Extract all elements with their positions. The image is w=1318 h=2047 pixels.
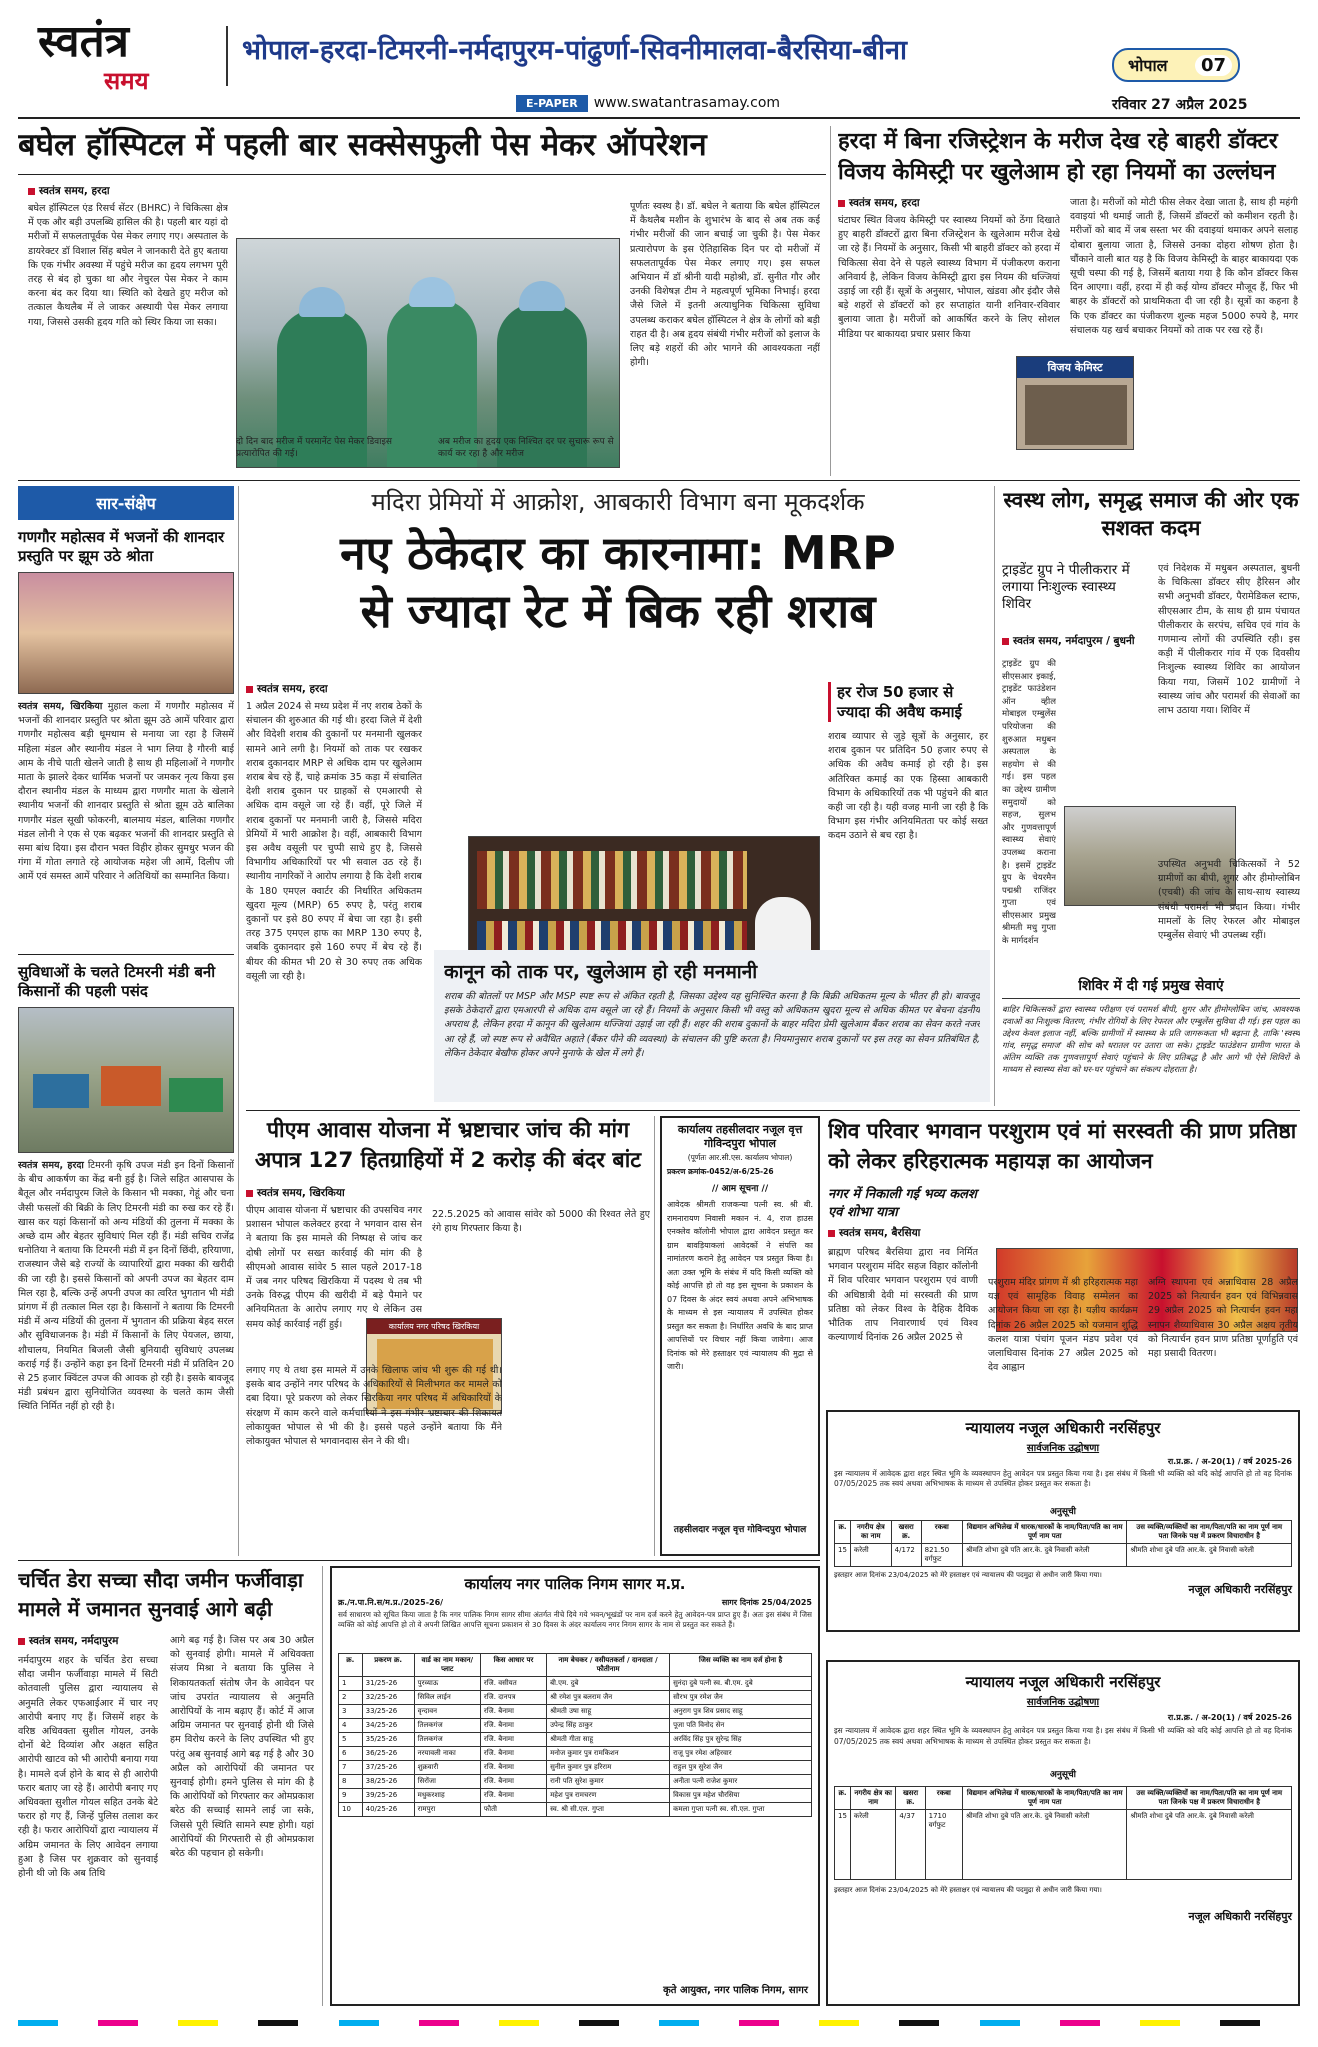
table-cell: सुनंदा दुबे पत्नी स्व. बी.एम. दुबे [670,1677,812,1691]
issue-date: रविवार 27 अप्रैल 2025 [1112,97,1248,113]
shiv-col1: ब्राह्मण परिषद बैरसिया द्वारा नव निर्मित भगवान परशुराम मंदिर सहज विहार कॉलोनी में शिव परिवार भगवान परशुराम एवं वाणी की अधिष्ठात्री देवी मां सरस्वती की प्राण प्रतिष्ठा को लेकर विश्व के दैहिक दैविक भौतिक ताप निवारणार्थ एवं विश्व कल्याणार्थ दिनांक 26 अप्रैल 2025 से [828,1247,978,1344]
table-cell: रजि. वसीयत [480,1677,546,1691]
table-cell: शुक्रवारी [414,1761,480,1775]
registration-color-strip [18,2020,1300,2026]
table-header-row [339,1654,812,1677]
table-cell: पुरव्याऊ [414,1677,480,1691]
table-cell: अनुराग पुत्र शिव प्रसाद साहू [670,1705,812,1719]
sidebar-item2-headline: सुविधाओं के चलते टिमरनी मंडी बनी किसानों की पहली पसंद [18,963,216,1000]
table-row [339,1691,812,1705]
divider-v4 [654,1116,655,1556]
table-cell: 15 [835,1544,851,1567]
cap-1 [299,287,345,317]
table-header: क्र. [835,1521,851,1544]
table-cell: 37/25-26 [362,1761,414,1775]
page-number: 07 [1195,55,1232,76]
pmay-byline-text: स्वतंत्र समय, खिरकिया [257,1187,345,1199]
byline-marker [838,200,845,207]
byline-marker [246,686,253,693]
table-row [339,1705,812,1719]
truck-3 [169,1078,223,1112]
table-header-row [835,1787,1292,1810]
lead-subhead: कानून को ताक पर, खुलेआम हो रही मनमानी [444,961,758,983]
table-header: रकबा [921,1521,962,1544]
table-header: नाम बेचकर / वसीयतकर्ता / दानदाता / फौतीनाम [547,1654,670,1677]
table-row [339,1733,812,1747]
table-cell: 4/172 [891,1544,921,1567]
story1-byline-text: स्वतंत्र समय, हरदा [39,185,110,197]
notice-nazul-1 [826,1410,1300,1632]
table-cell: तिलकगंज [414,1733,480,1747]
health-box-text: बाहिर चिकित्सकों द्वारा स्वास्थ्य परीक्षण एवं परामर्श बीपी, शुगर और हीमोग्लोबिन जांच, आवश्यक दवाओं का निःशुल्क वितरण, गंभीर रोगियों के लिए रेफरल और एम्बुलेंस सुविधा दी गई। इस पहल का उद्देश्य केवल इलाज नहीं, बल्कि ग्रामीणों में स्वास्थ्य के प्रति जागरूकता भी बढ़ाना है, ताकि 'स्वस्थ गांव, समृद्ध समाज' की सोच को धरातल पर उतारा जा सके। ट्राइडेंट फाउंडेशन ग्रामीण भारत के अंतिम व्यक्ति तक गुणवत्तापूर्ण सेवाएं पहुंचाने के लिए प्रतिबद्ध है और आगे भी ऐसे शिविरों के माध्यम से स्वास्थ्य सेवा को घर-घर पहुंचाने का संकल्प दोहराता है। [1002,1004,1300,1074]
sidebar-item1-photo [18,572,234,694]
table-cell: श्रीमती गीता साहू [547,1733,670,1747]
sidebar-item2-byline: स्वतंत्र समय, हरदा [18,1160,84,1171]
shiv-headline: शिव परिवार भगवान परशुराम एवं मां सरस्वती की प्राण प्रतिष्ठा को लेकर हरिहरात्मक महायज्ञ का आयोजन [828,1119,1297,1173]
table-header: उस व्यक्ति/व्यक्तियों का नाम/पिता/पति का नाम पूर्ण नाम पता जिनके पक्ष में प्रकरण विचाराधीन है [1127,1787,1292,1810]
table-header: खसरा क्र. [896,1787,925,1810]
sagar-title: कार्यालय नगर पालिक निगम सागर म.प्र. [464,1575,686,1593]
story1-photo [236,238,620,468]
nazul2-signature: नजूल अधिकारी नरसिंहपुर [1188,1910,1292,1923]
table-cell: करेली [850,1810,895,1880]
dera-headline: चर्चित डेरा सच्चा सौदा जमीन फर्जीवाड़ा मामले में जमानत सुनवाई आगे बढ़ी [18,1568,303,1621]
shelf-row-1 [477,851,747,909]
table-row [339,1747,812,1761]
table-cell: 40/25-26 [362,1803,414,1817]
table-cell: 7 [339,1761,363,1775]
notice-tehsildar [660,1116,820,1556]
tehsil-body: आवेदक श्रीमती राजकन्या पत्नी स्व. श्री बी. रामनारायण निवासी मकान नं. 4, राज हाउस एनक्लेव कॉलोनी भोपाल द्वारा आवेदन प्रस्तुत कर ग्राम बावड़ियाकलां आवेदकों ने संपत्ति का नामांतरण कराने हेतु आवेदन पत्र प्रस्तुत किया है। अतः उक्त भूमि के संबंध में यदि किसी व्यक्ति को कोई आपत्ति हो तो वह इस सूचना के प्रकाशन के 07 दिवस के अंदर स्वयं अथवा अपने अभिभाषक के माध्यम से इस न्यायालय में उपस्थित होकर प्रस्तुत कर सकता है। निर्धारित अवधि के बाद प्राप्त आपत्तियों पर विचार नहीं किया जावेगा। आज दिनांक को मेरे हस्ताक्षर एवं न्यायालय की मुद्रा से जारी। [667,1200,813,1371]
table-cell: मनोज कुमार पुत्र रामकिशन [547,1747,670,1761]
tehsil-title: कार्यालय तहसीलदार नजूल वृत्त गोविन्दपुरा भोपाल [677,1123,803,1150]
table-cell: 33/25-26 [362,1705,414,1719]
epaper-label: E-PAPER [516,95,588,112]
lead-kicker: मदिरा प्रेमियों में आक्रोश, आबकारी विभाग बना मूकदर्शक [371,488,865,516]
table-cell: 15 [835,1810,851,1880]
nazul2-title: न्यायालय नजूल अधिकारी नरसिंहपुर [965,1673,1161,1691]
divider-h3 [18,1560,820,1561]
story2-byline [838,196,1060,210]
table-cell: रामपुरा [414,1803,480,1817]
sagar-signature: कृते आयुक्त, नगर पालिक निगम, सागर [663,1985,808,1996]
table-header: किस आधार पर [480,1654,546,1677]
pmay-col2: 22.5.2025 को आवास सांवेर को 5000 की रिश्वत लेते हुए रंगे हाथ गिरफ्तार किया है। [432,1209,650,1235]
lead-bottom-text: शराब की बोतलों पर MSP और MSP स्पष्ट रूप से अंकित रहती है, जिसका उद्देश्य यह सुनिश्चित करना है कि बिक्री अधिकतम मूल्य के भीतर ही हो। बावजूद इसके ठेकेदारों द्वारा एमआरपी से अधिक दाम वसूले जा रहे हैं। नियमों के अनुसार किसी भी वस्तु को अधिकतम खुदरा मूल्य से अधिक कीमत पर बेचना दंडनीय अपराध है, लेकिन हरदा में कानून की खुलेआम धज्जियां उड़ाई जा रही हैं। शहर की शराब दुकानों के बाहर मदिरा प्रेमी खुलेआम बैंकर शराब का सेवन करते नजर आ रहे हैं, जो स्पष्ट रूप से अवैधित अहाते (बैंकर पीने की व्यवस्था) के संचालन की पुष्टि करता है। नियमानुसार शराब दुकानों पर इस तरह का सेवन प्रतिबंधित है, लेकिन ठेकेदार बेखौफ होकर अपने मुनाफे के खेल में लगे हैं। [444,991,980,1059]
shiv-col3: अग्नि स्थापना एवं अन्नाधिवास 28 अप्रैल 2025 को नित्यार्चन हवन एवं विभिन्नवास 29 अप्रैल 2025 को नित्यार्चन हवन महा स्नापन शैय्याधिवास 30 अप्रैल अक्षय तृतीय को नित्यार्चन हवन प्राण प्रतिष्ठा पूर्णाहुति एवं महा प्रसादी वितरण। [1148,1277,1298,1360]
table-cell: रजि. बैनामा [480,1733,546,1747]
table-cell: 34/25-26 [362,1719,414,1733]
health-col-right-top: एवं निदेशक में मधुबन अस्पताल, बुधनी के चिकित्सा डॉक्टर सीए हैरिसन और सभी अनुभवी डॉक्टर, पैरामेडिकल स्टाफ, सीएसआर टीम, के साथ ही ग्राम पंचायत पीलीकरार के सरपंच, सचिव एवं गांव के गणमान्य लोगों की उपस्थिति रही। इस कड़ी में पीलीकरार गांव में एक दिवसीय निःशुल्क स्वास्थ्य शिविर का आयोजन किया गया, जिसमें 102 ग्रामीणों ने स्वास्थ्य जांच और परामर्श की सेवाओं का लाभ उठाया गया। शिविर में [1158,563,1300,717]
nazul2-footer: इस्तहार आज दिनांक 23/04/2025 को मेरे हस्ताक्षर एवं न्यायालय की पदमुद्रा से अधीन जारी किया गया। [834,1886,1102,1894]
table-cell: तिलकगंज [414,1719,480,1733]
truck-1 [33,1074,89,1108]
pmay-col-bottom: लगाए गए थे तथा इस मामले में उनके खिलाफ जांच भी शुरू की गई थी। इसके बाद उन्होंने नगर परिषद के अधिकारियों से मिलीभगत कर मामले को दबा दिया। पूरे प्रकरण को लेकर खिरकिया नगर परिषद में अधिकारियों के संरक्षण में काम करने वाले कर्मचारियों ने इस गंभीर भ्रष्टाचार की शिकायत लोकायुक्त भोपाल से भी की है। इससे पहले उन्होंने बताया कि मैंने लोकायुक्त भोपाल से भगवानदास सेन ने की थी। [246,1365,502,1448]
table-header: विद्यमान अभिलेख में धारक/धारकों के नाम/पिता/पति का नाम पूर्ण नाम पता [962,1521,1127,1544]
sagar-intro: सर्व साधारण को सूचित किया जाता है कि नगर पालिक निगम सागर सीमा अंतर्गत नीचे दिये गये भवन/भूखंडों पर नाम दर्ज करने हेतु आवेदन-पत्र प्राप्त हुए हैं। अतः इस संबंध में जिस व्यक्ति को कोई आपत्ति हो तो वे अपनी लिखित आपत्ति सूचना प्रकाशन से 30 दिवस के अंदर कार्यालय नगर निगम सागर के नाम से प्रस्तुत कर सकते हैं। [338,1610,812,1629]
table-cell: श्रीमति शोभा दुबे पति आर.के. दुबे निवासी करेली [962,1810,1127,1880]
table-cell: रजि. बैनामा [480,1705,546,1719]
table-header: जिस व्यक्ति का नाम दर्ज होना है [670,1654,812,1677]
health-box [1002,976,1300,1104]
nazul1-case: रा.प्र.क्र. / अ-20(1) / वर्ष 2025-26 [1167,1457,1292,1466]
table-cell: 31/25-26 [362,1677,414,1691]
table-cell: श्रीमति शोभा दुबे पति आर.के. दुबे निवासी करेली [1127,1544,1292,1567]
table-header: रकबा [925,1787,962,1810]
dera-byline-text: स्वतंत्र समय, नर्मदापुरम [29,1635,119,1647]
table-cell: रजि. बैनामा [480,1775,546,1789]
story1-rule [18,174,826,175]
nazul1-title: न्यायालय नजूल अधिकारी नरसिंहपुर [965,1419,1161,1437]
health-byline-row [1002,634,1302,648]
table-row [339,1677,812,1691]
table-cell: 5 [339,1733,363,1747]
table-cell: सुनील कुमार पुत्र हरिराम [547,1761,670,1775]
table-cell: 6 [339,1747,363,1761]
shiv-col2: परशुराम मंदिर प्रांगण में श्री हरिहरात्मक महा यज्ञ एवं सामूहिक विवाह सम्मेलन का आयोजन किया जा रहा है। यज्ञीय कार्यक्रम दिनांक 26 अप्रैल 2025 को यजमान शुद्धि कलश यात्रा पंचांग पूजन मंडप प्रवेश एवं जलाधिवास दिनांक 27 अप्रैल 2025 को देव आह्वान [988,1277,1138,1374]
edition-label: भोपाल [1128,56,1168,75]
nazul2-schedule: अनुसूची [1049,1770,1076,1780]
story-dera [18,1566,314,2006]
sidebar-item1-headline: गणगौर महोत्सव में भजनों की शानदार प्रस्तुति पर झूम उठे श्रोता [18,528,225,565]
lead-subhead-box [434,950,990,1102]
story1-col-right: पूर्णतः स्वस्थ है। डॉ. बघेल ने बताया कि बघेल हॉस्पिटल में कैथलैब मशीन के शुभारंभ के बाद से अब तक कई गंभीर मरीजों की जान बचाई जा चुकी है। पेस मेकर प्रत्यारोपण के इस ऐतिहासिक दिन पर दो मरीजों में सफलतापूर्वक पेस मेकर लगाए गए। इस सफल अभियान में डॉ श्रीनी यादी महोश्री, डॉ. सुनीत गौर और उनकी विशेषज्ञ टीम ने महत्वपूर्ण भूमिका निभाई। हरदा जैसे जिले में इतनी अत्याधुनिक चिकित्सा सुविधा उपलब्ध कराकर बघेल हॉस्पिटल ने क्षेत्र के लोगों को बड़ी राहत दी है। अब हृदय संबंधी गंभीर मरीजों को इलाज के लिए बड़े शहरों की ओर भागने की आवश्यकता नहीं होगी। [630,201,820,369]
health-byline-text: स्वतंत्र समय, नर्मदापुरम / बुधनी [1013,635,1135,647]
table-cell: 1710 वर्गफुट [925,1810,962,1880]
lead-headline-line2: से ज्यादा रेट में बिक रही शराब [360,584,876,638]
story1-col1: बघेल हॉस्पिटल एंड रिसर्च सेंटर (BHRC) ने चिकित्सा क्षेत्र में एक और बड़ी उपलब्धि हासिल की है। पहली बार यहां दो मरीजों में सफलतापूर्वक पेस मेकर लगाए गए। अस्पताल के डायरेक्टर डॉ विशाल सिंह बघेल ने जानकारी देते हुए बताया कि एक गंभीर अवस्था में पहुंचे मरीज का हृदय लगभग पूरी तरह से बंद हो चुका था और नेचुरल पेस मेकर ने काम करना बंद कर दिया था। स्थिति को देखते हुए मरीज को तत्काल कैथलैब में ले जाकर अस्थायी पेस मेकर लगाया गया, जिससे उसकी हृदय गति को स्थिर किया जा सका। [28,203,228,328]
sagar-ref-row [338,1597,812,1608]
table-header: प्रकरण क्र. [362,1654,414,1677]
table-row [835,1544,1292,1567]
tehsil-case: प्रकरण क्रमांक-0452/अ-6/25-26 [667,1167,774,1176]
story2-col2: जाता है। मरीजों को मोटी फीस लेकर देखा जाता है, साथ ही महंगी दवाइयां भी थमाई जाती हैं, जिसमें डॉक्टरों को कमीशन रहती है। मरीजों को बाद में जब सस्ता भर की दवाइयां थमाकर अपने सलाह दोबारा बुलाया जाता है, जिससे उनका दोहरा शोषण होता है। चौंकाने वाली बात यह है कि विजय केमिस्ट्री के बाहर बाकायदा एक सूची चस्पा की गई है, जिसमें बताया गया है कि कौन डॉक्टर किस दिन आएगा। वहीं, हरदा में ही कई योग्य डॉक्टर मौजूद हैं, फिर भी बाहर के डॉक्टरों को प्राथमिकता दी जा रही है। सूत्रों का कहना है कि एक डॉक्टर का पंजीकरण शुल्क महज 5000 रुपये है, मगर संचालक यह खर्च बचाकर नियमों को ताक पर रख रहे हैं। [1070,197,1298,336]
table-cell: पूजा पति विनोद सेन [670,1719,812,1733]
table-header: विद्यमान अभिलेख में धारक/धारकों के नाम/पिता/पति का नाम पूर्ण नाम पता [962,1787,1127,1810]
table-header: उस व्यक्ति/व्यक्तियों का नाम/पिता/पति का नाम पूर्ण नाम पता जिनके पक्ष में प्रकरण विचाराधीन है [1127,1521,1292,1544]
table-cell: बी.एम. दुबे [547,1677,670,1691]
masthead-edition-box [1112,48,1240,82]
health-col-mid [1064,858,1152,968]
dera-col1: नर्मदापुरम शहर के चर्चित डेरा सच्चा सौदा जमीन फर्जीवाड़ा मामले में सिटी कोतवाली पुलिस द्वारा न्यायालय से अनुमति लेकर एफआईआर में चार नए आरोपी बनाए गए हैं। जिसमें शहर के वरिष्ठ अधिवक्ता सुशील गोयल, उनके दोनों बेटे दिव्यांश और अक्षत सहित आरोपी खाटव को भी आरोपी बनाया गया है। मामले दर्ज होने के बाद से ही आरोपी फरार बताए जा रहे हैं। आरोपी बनाए गए अधिवक्ता सुशील गोयल सहित उनके बेटे फरार हो गए हैं, जिन्हें पुलिस तलाश कर रही है। फरार आरोपियों द्वारा न्यायालय में अग्रिम जमानत के लिए आवेदन लगाया हुआ है जिस पर शुक्रवार को सुनवाई होनी थी जो कि अब तिथि [18,1655,158,1880]
logo-top: स्वतंत्र [38,16,129,67]
byline-marker [18,1638,25,1645]
table-cell: 36/25-26 [362,1747,414,1761]
table-cell: 1 [339,1677,363,1691]
sidebar-item2-photo [18,1007,234,1153]
table-cell: विकास पुत्र महेश चौरसिया [670,1789,812,1803]
table-cell: 10 [339,1803,363,1817]
table-cell: अरविंद सिंह पुत्र सुरेन्द्र सिंह [670,1733,812,1747]
sidebar-rule [18,954,234,955]
table-cell: सिविल लाईन [414,1691,480,1705]
health-col-left: ट्राइडेंट ग्रुप की सीएसआर इकाई, ट्राइडेंट फाउंडेशन ऑन व्हील मोबाइल एम्बुलेंस परियोजना की शुरुआत मधुबन अस्पताल के सहयोग से की गई। इस पहल का उद्देश्य ग्रामीण समुदायों को सहज, सुलभ और गुणवत्तापूर्ण स्वास्थ्य सेवाएं उपलब्ध कराना है। इसमें ट्राइडेंट ग्रुप के चेयरमैन पद्मश्री राजिंदर गुप्ता एवं सीएसआर प्रमुख श्रीमती मधु गुप्ता के मार्गदर्शन [1002,659,1056,947]
cap-2 [409,277,455,307]
table-cell: श्री रमेश पुत्र बलराम जैन [547,1691,670,1705]
nazul1-schedule: अनुसूची [1049,1507,1076,1517]
table-cell: करेली [850,1544,891,1567]
table-cell: 32/25-26 [362,1691,414,1705]
table-cell: रजि. दानपत्र [480,1691,546,1705]
nazul2-table [834,1786,1292,1880]
table-cell: रानी पति सुरेश कुमार [547,1775,670,1789]
sidebar-item1-body [18,700,234,948]
table-row [339,1775,812,1789]
nazul1-signature: नजूल अधिकारी नरसिंहपुर [1188,1583,1292,1596]
table-cell: रजि. बैनामा [480,1761,546,1775]
table-cell: श्रीमति शोभा दुबे पति आर.के. दुबे निवासी करेली [962,1544,1127,1567]
lead-pullquote: हर रोज 50 हजार से ज्यादा की अवैध कमाई [828,682,988,722]
lead-col3-text: शराब व्यापार से जुड़े सूत्रों के अनुसार, हर शराब दुकान पर प्रतिदिन 50 हजार रुपए से अधिक की अवैध कमाई हो रही है। इस अतिरिक्त कमाई का एक हिस्सा आबकारी विभाग के अधिकारियों तक भी पहुंचने की बात कही जा रही है। यही वजह मानी जा रही है कि विभाग इस गंभीर अनियमितता पर कोई सख्त कदम उठाने से बच रहा है। [828,731,988,842]
table-cell: राजू पुत्र रमेश अहिरवार [670,1747,812,1761]
story-shiv-pariwar [828,1116,1300,1406]
table-cell: 4 [339,1719,363,1733]
table-cell: 39/25-26 [362,1789,414,1803]
lead-headline-line1: नए ठेकेदार का कारनामा: MRP [340,526,896,580]
table-cell: रजि. बैनामा [480,1747,546,1761]
table-cell: श्रीमति शोभा दुबे पति आर.के. दुबे निवासी करेली [1127,1810,1292,1880]
table-row [339,1719,812,1733]
website-link[interactable]: www.swatantrasamay.com [593,95,781,111]
table-row [339,1803,812,1817]
table-header: क्र. [339,1654,363,1677]
story-pmay [246,1116,650,1556]
table-cell: श्रीमती उषा साहू [547,1705,670,1719]
table-header: नगरीय क्षेत्र का नाम [850,1521,891,1544]
nazul2-subtitle: सार्वजनिक उद्घोषणा [1026,1697,1100,1708]
table-cell: 3 [339,1705,363,1719]
lead-byline-text: स्वतंत्र समय, हरदा [257,683,328,695]
table-cell: वृन्दावन [414,1705,480,1719]
masthead-rule [18,117,1300,119]
byline-marker [28,188,35,195]
pmay-col-mid [510,1256,650,1548]
pmay-col1-text: पीएम आवास योजना में भ्रष्टाचार की उपसचिव नगर प्रशासन भोपाल कलेक्टर हरदा ने भगवान दास सेन ने बताया कि इस मामले की निष्पक्ष से जांच कर दोषी लोगों पर सख्त कार्रवाई की मांग की है सीएमओ आवास सांवेर 5 साल पहले 2017-18 में जब नगर परिषद खिरकिया में पदस्थ थे तब भी उनके विरुद्ध पीएम की खरीदी में बड़े पैमाने पर अनियमितता के आरोप लगाए गए थे लेकिन उस समय कोई कार्रवाई नहीं हुई। [246,1205,422,1330]
shiv-subhead: नगर में निकाली गई भव्य कलश एवं शोभा यात्रा [828,1187,977,1220]
table-header: नगरीय क्षेत्र का नाम [850,1787,895,1810]
shop-sign: विजय केमिस्ट [1017,357,1133,378]
divider-h2 [246,1110,1300,1111]
lead-col1 [246,682,422,1064]
tehsil-heading: // आम सूचना // [711,1184,769,1194]
table-cell: स्व. श्री सी.एल. गुप्ता [547,1803,670,1817]
nazul1-footer: इस्तहार आज दिनांक 23/04/2025 को मेरे हस्ताक्षर एवं न्यायालय की पदमुद्रा से अधीन जारी किया गया। [834,1571,1102,1579]
shiv-byline [828,1226,998,1244]
nazul1-body: इस न्यायालय में आवेदक द्वारा शहर स्थित भूमि के व्यवस्थापन हेतु आवेदन पत्र प्रस्तुत किया गया है। इस संबंध में किसी भी व्यक्ति को यदि कोई आपत्ति हो तो वह दिनांक 07/05/2025 तक स्वयं अथवा अभिभाषक के माध्यम से उपस्थित होकर प्रस्तुत कर सकता है। [834,1469,1292,1488]
story1-left [28,184,228,474]
table-header-row [835,1521,1292,1544]
table-cell: नरयावली नाका [414,1747,480,1761]
shiv-byline-row [828,1226,998,1240]
byline-marker [828,1230,835,1237]
health-col-right-bottom: उपस्थित अनुभवी चिकित्सकों ने 52 ग्रामीणों का बीपी, शुगर और हीमोग्लोबिन (एचबी) की जांच के साथ-साथ स्वास्थ्य संबंधी परामर्श भी प्रदान किया। गंभीर मामलों के लिए रेफरल और मोबाइल एम्बुलेंस सेवाएं भी उपलब्ध रहीं। [1158,859,1300,942]
nazul1-table [834,1520,1292,1567]
table-cell: कमला गुप्ता पत्नी स्व. सी.एल. गुप्ता [670,1803,812,1817]
story-health-camp [1002,486,1300,1106]
nazul2-case: रा.प्र.क्र. / अ-20(1) / वर्ष 2025-26 [1167,1713,1292,1722]
notice-nazul-2 [826,1660,1300,2006]
divider-h1 [18,480,1300,481]
table-cell: 4/37 [896,1810,925,1880]
divider-v1 [830,126,831,476]
table-cell: सिरोंजा [414,1775,480,1789]
table-cell: राहुल पुत्र सुरेश जैन [670,1761,812,1775]
table-header: वार्ड का नाम मकान/प्लाट [414,1654,480,1677]
table-row [835,1810,1292,1880]
table-cell: 9 [339,1789,363,1803]
divider-v2 [238,486,239,1556]
table-cell: 821.50 वर्गफुट [921,1544,962,1567]
health-box-title: शिविर में दी गई प्रमुख सेवाएं [1002,976,1300,999]
nazul1-subtitle: सार्वजनिक उद्घोषणा [1026,1443,1100,1454]
sidebar-item2-text: टिमरनी कृषि उपज मंडी इन दिनों किसानों के बीच आकर्षण का केंद्र बनी हुई है। जिले सहित आसपास के बैतूल और नर्मदापुरम जिले के किसान भी मक्का, गेहूं और चना जैसी फसलों की बिक्री के लिए टिमरनी मंडी का रुख कर रहे हैं। खास कर यहां किसानों को अन्य मंडियों की तुलना में मक्का के अच्छे दाम और बेहतर सुविधाएं मिल रही हैं। मंडी सचिव राजेंद्र धनोतिया ने बताया कि टिमरनी मंडी में इन दिनों छिंदी, हरियाणा, राजस्थान जैसे बड़े राज्यों के व्यापारियों द्वारा मक्का की खरीदी की जा रही है। इससे किसानों को अपनी उपज का बेहतर दाम मिल रहा है, बल्कि उन्हें अपनी उपज का त्वरित भुगतान भी मंडी प्रांगण में ही तत्काल मिल रहा है। किसानों ने बताया कि टिमरनी मंडी में अन्य मंडियों की तुलना में भुगतान की प्रक्रिया बेहद सरल और सुविधाजनक है। मंडी में किसानों के लिए पेयजल, छाया, शौचालय, नियमित बिजली जैसी बुनियादी सुविधाएं उपलब्ध कराई गई हैं। उन्होंने कहा इन दिनों टिमरनी मंडी में प्रतिदिन 20 से 25 हजार क्विंटल उपज की आवक हो रही है। इसके बावजूद मंडी प्रबंधन द्वारा सुनियोजित व्यवस्था के चलते काम जैसी स्थिति निर्मित नहीं हो रही है। [18,1160,234,1413]
story1-caption2: अब मरीज का हृदय एक निश्चित दर पर सुचारू रूप से कार्य कर रहा है और मरीज [438,437,614,459]
table-cell: 8 [339,1775,363,1789]
table-row [339,1789,812,1803]
story-vijay-chemist [838,126,1300,476]
sidebar-item1-byline: स्वतंत्र समय, खिरकिया [18,701,103,712]
sagar-table [338,1653,812,1817]
table-header: क्र. [835,1787,851,1810]
tehsil-signature: तहसीलदार नजूल वृत्त गोविन्दपुरा भोपाल [673,1525,807,1535]
sagar-date: सागर दिनांक 25/04/2025 [721,1598,812,1607]
lead-story-liquor [246,486,990,1106]
sidebar-item2-body [18,1159,234,1577]
story2-col1: घंटाघर स्थित विजय केमिस्ट्री पर स्वास्थ्य नियमों को ठेंगा दिखाते हुए बाहरी डॉक्टरों द्वारा बिना रजिस्ट्रेशन के खुलेआम मरीज देखे जा रहे हैं। नियमों के अनुसार, किसी भी बाहरी डॉक्टर को हरदा में चिकित्सा सेवा देने से पहले स्वास्थ्य विभाग में पंजीकरण कराना अनिवार्य है, लेकिन विजय केमिस्ट्री द्वारा इस नियम की धज्जियां उड़ाई जा रही हैं। सूत्रों के अनुसार, भोपाल, खंडवा और इंदौर जैसे बड़े शहरों से डॉक्टरों को हर सप्ताहांत यानी शनिवार-रविवार बुलाया जाता है। मरीजों को आकर्षित करने के लिए सोशल मीडिया पर बाकायदा प्रचार प्रसार किया [838,215,1060,340]
table-cell: मधुकरशाह [414,1789,480,1803]
sidebar-label: सार-संक्षेप [18,486,234,520]
table-cell: महेश पुत्र रामचरण [547,1789,670,1803]
story-baghel-hospital [18,126,826,476]
lead-byline [246,682,422,696]
table-cell: 38/25-26 [362,1775,414,1789]
table-cell: सौरभ पुत्र रमेश जैन [670,1691,812,1705]
table-cell: रजि. बैनामा [480,1789,546,1803]
notice-sagar [330,1566,820,2006]
pmay-building-sign: कार्यालय नगर परिषद खिरकिया [367,1319,501,1334]
story1-headline: बघेल हॉस्पिटल में पहली बार सक्सेसफुली पेस मेकर ऑपरेशन [18,127,707,163]
pmay-byline [246,1186,422,1200]
lead-col1-text: 1 अप्रैल 2024 से मध्य प्रदेश में नए शराब ठेकों के संचालन की शुरुआत की गई थी। हरदा जिले में देशी और विदेशी शराब की दुकानों पर मनमानी खुलकर सामने आने लगी है। नियमों को ताक पर रखकर शराब दुकानदार MRP से अधिक दाम पर खुलेआम शराब बेच रहे हैं, चाहे क्रमांक 35 कड़ा में संचालित देशी शराब दुकान पर ग्राहकों से एमआरपी से अधिक दाम वसूले जा रहे हैं। वहीं, पूरे जिले में शराब दुकानों पर मनमानी जारी है, जिससे मदिरा प्रेमियों में भारी आक्रोश है। वहीं, आबकारी विभाग इस अवैध वसूली पर चुप्पी साधे हुए है, जिससे विभागीय अधिकारियों पर भी सवाल उठ रहे हैं। स्थानीय नागरिकों ने आरोप लगाया है कि देशी शराब के 180 एमएल क्वार्टर की निर्धारित अधिकतम खुदरा मूल्य (MRP) 65 रुपए है, परंतु शराब दुकानों पर इसे 80 रुपए में बेचा जा रहा है। इसी तरह 375 एमएल हाफ का MRP 130 रुपए है, जबकि दुकानदार इसे 160 रुपए में बेच रहे हैं। बीयर की कीमत भी 20 से 30 रुपए तक अधिक वसूली जा रही है। [246,701,422,982]
nazul2-body: इस न्यायालय में आवेदक द्वारा शहर स्थित भूमि के व्यवस्थापन हेतु आवेदन पत्र प्रस्तुत किया गया है। इस संबंध में किसी भी व्यक्ति को यदि कोई आपत्ति हो तो वह दिनांक 07/05/2025 तक स्वयं अथवा अभिभाषक के माध्यम से उपस्थित होकर प्रस्तुत कर सकता है। [834,1726,1292,1746]
truck-2 [101,1066,161,1106]
health-headline: स्वस्थ लोग, समृद्ध समाज की ओर एक सशक्त कदम [1003,488,1299,540]
table-cell: उपेन्द्र सिंह ठाकुर [547,1719,670,1733]
tehsil-sub: (पूर्णतः आर.सी.एस. कार्यालय भोपाल) [687,1153,793,1162]
pmay-headline: पीएम आवास योजना में भ्रष्टाचार जांच की मांग अपात्र 127 हितग्राहियों में 2 करोड़ की बंदर बांट [254,1118,642,1173]
health-byline [1002,634,1302,652]
table-header: खसरा क्र. [891,1521,921,1544]
masthead-cities: भोपाल-हरदा-टिमरनी-नर्मदापुरम-पांढुर्णा-सिवनीमालवा-बैरसिया-बीना [242,35,907,66]
sagar-ref: क्र./न.पा.नि.स/म.प्र./2025-26/ [338,1598,444,1607]
masthead-divider [226,26,228,86]
table-cell: अनीता पत्नी राजेश कुमार [670,1775,812,1789]
divider-v3 [994,486,995,1106]
sidebar-saar-sankshep [18,486,234,1556]
table-cell: फौती [480,1803,546,1817]
cap-3 [519,281,565,311]
logo-bottom: समय [104,66,149,95]
masthead-logo [38,18,218,102]
table-cell: 2 [339,1691,363,1705]
table-cell: रजि. बैनामा [480,1719,546,1733]
table-row [339,1761,812,1775]
masthead [0,0,1318,112]
shiv-byline-text: स्वतंत्र समय, बैरसिया [839,1227,921,1239]
byline-marker [246,1190,253,1197]
story1-byline [28,184,228,198]
story2-byline-text: स्वतंत्र समय, हरदा [849,197,920,209]
health-subhead: ट्राइडेंट ग्रुप ने पीलीकरार में लगाया निःशुल्क स्वास्थ्य शिविर [1002,562,1130,612]
divider-v5 [322,1566,323,2006]
byline-marker [1002,638,1009,645]
dera-col2: आगे बढ़ गई है। जिस पर अब 30 अप्रैल को सुनवाई होगी। मामले में अधिवक्ता संजय मिश्रा ने बताया कि पुलिस ने शिकायतकर्ता संतोष जैन के आवेदन पर जांच उपरांत न्यायालय से अनुमति आरोपियों के नाम बढ़ाए हैं। कोर्ट में आज अग्रिम जमानत पर सुनवाई होनी थी जिसे हम विरोध करने के लिए उपस्थित भी हुए परंतु अब सुनवाई आगे बढ़ गई है और 30 अप्रैल को आरोपियों की जमानत पर सुनवाई होगी। हमने पुलिस से मांग की है कि आरोपियों को गिरफ्तार कर ओमप्रकाश बरेठ की सच्चाई सामने लाई जा सके, जिससे पूरी स्थिति सामने स्पष्ट होगी। यहां आरोपियों की गिरफ्तारी से ही ओमप्रकाश बरेठ की पहचान हो सकेगी। [170,1635,314,1860]
story1-caption1: दो दिन बाद मरीज में परमानेंट पेस मेकर डिवाइस प्रत्यारोपित की गई। [236,437,392,459]
table-cell: 35/25-26 [362,1733,414,1747]
story2-headline: हरदा में बिना रजिस्ट्रेशन के मरीज देख रहे बाहरी डॉक्टर विजय केमिस्ट्री पर खुलेआम हो रहा नियमों का उल्लंघन [838,129,1278,185]
sidebar-item1-text: मुहाल कला में गणगौर महोत्सव में भजनों की शानदार प्रस्तुति पर श्रोता झूम उठे आमें परिवार द्वारा गणगौर महोत्सव बड़ी धूमधाम से मनाया जा रहा है जिसमें महिला मंडल और स्थानीय मंडल ने भाग लिया है गौरनी बाई आम के नीचे पाती खेलने जाती है साथ ही महिलाओं ने गणगौर माता के झालरे देकर धार्मिक भजनों पर जमकर नृत्य किया इस दौरान स्थानीय मंडल के माध्यम द्वारा गणगौर माता के खेलाने स्थानीय भजनों की शानदार प्रस्तुति से श्रोता झूम उठे बालिका गणगौर मंडल सूखी फोकरनी, बालमाय मंडल, बालिका गणगौर मंडल लोनी ने एक से एक बढ़कर भजनों की शानदार प्रस्तुति से समा बांध दिया। इस दौरान भक्त विहीर होकर सुमधुर भजन की गंगा में गोता लगाते रहे आयोजक महेश जी आमें, दिलीप जी आमें एवं समस्त आमें परिवार ने अतिथियों का सम्मानित किया। [18,701,234,883]
